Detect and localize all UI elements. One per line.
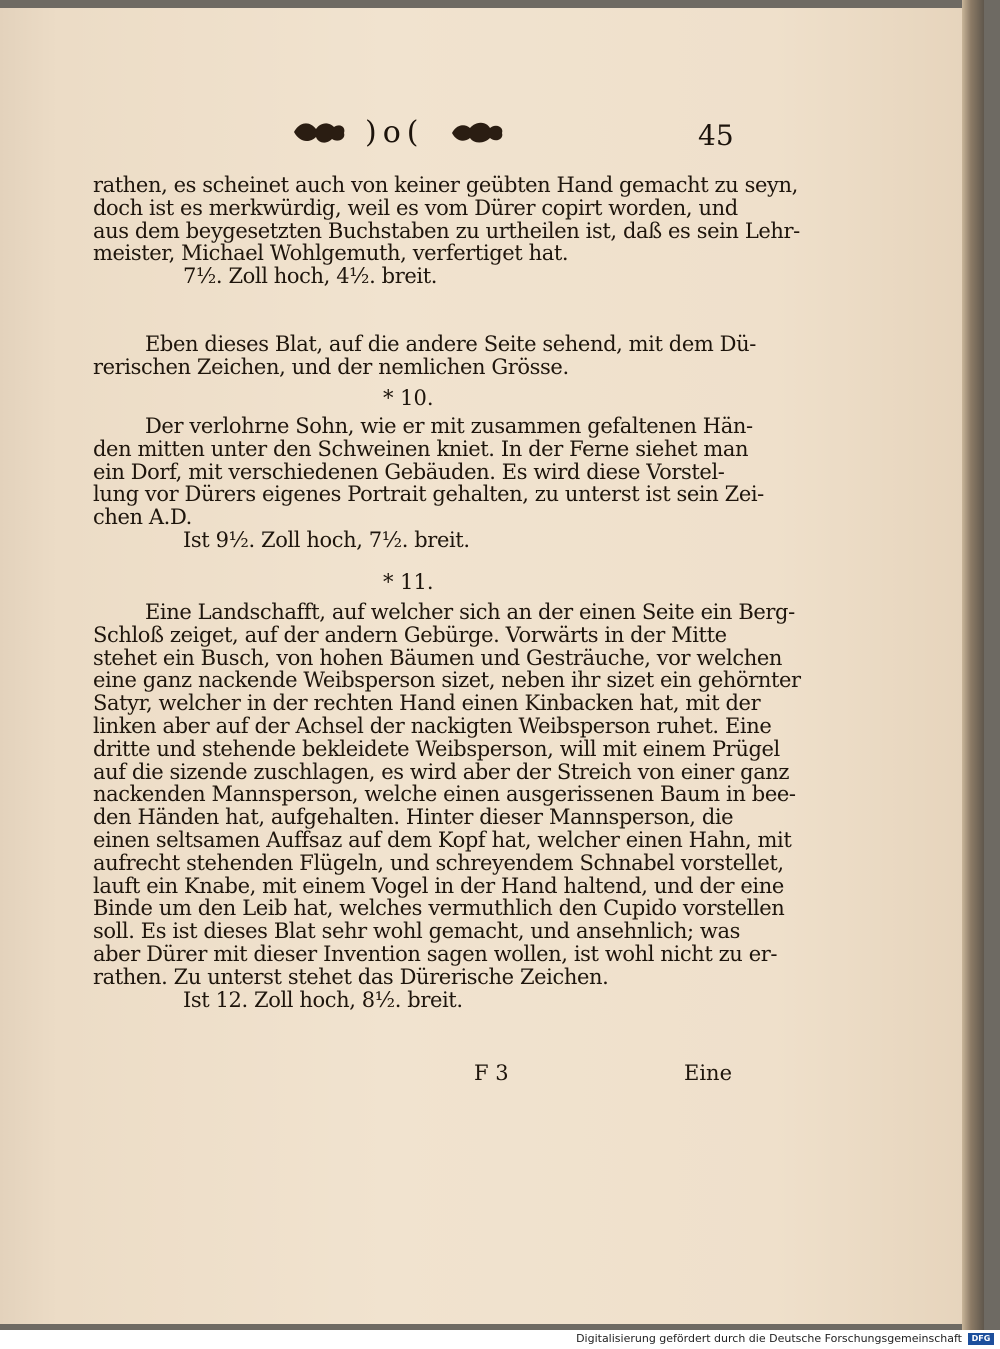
text-line: rathen, es scheinet auch von keiner geübten Hand gemacht zu seyn, [93, 173, 798, 197]
text-line: ein Dorf, mit verschiedenen Gebäuden. Es wird diese Vorstel- [93, 459, 725, 484]
dimension-line: 7½. Zoll hoch, 4½. breit. [183, 264, 438, 289]
text-line: Satyr, welcher in der rechten Hand einen Kinbacken hat, mit der [93, 691, 761, 716]
text-line: meister, Michael Wohlgemuth, verfertiget hat. [93, 241, 569, 266]
section-number-10: * 10. [383, 386, 434, 410]
paragraph-continuation [93, 173, 800, 289]
text-line: den mitten unter den Schweinen kniet. In der Ferne siehet man [93, 436, 749, 461]
right-ornament-icon [448, 117, 506, 147]
text-line: aufrecht stehenden Flügeln, und schreyendem Schnabel vorstellet, [93, 850, 784, 875]
signature-mark: F 3 [474, 1061, 509, 1085]
footer-bar [0, 1330, 1000, 1349]
header-mark: )o( [365, 115, 425, 150]
text-line: stehet ein Busch, von hohen Bäumen und Gesträuche, vor welchen [93, 645, 782, 670]
paragraph-landscape [93, 600, 801, 1012]
catchword: Eine [684, 1061, 732, 1085]
text-line: nackenden Mannsperson, welche einen ausgerissenen Baum in bee- [93, 782, 796, 807]
running-header [290, 115, 734, 155]
funding-credit: Digitalisierung gefördert durch die Deutsche Forschungsgemeinschaft [576, 1332, 962, 1345]
text-line: aus dem beygesetzten Buchstaben zu urtheilen ist, daß es sein Lehr- [93, 218, 800, 243]
text-line: Schloß zeiget, auf der andern Gebürge. Vorwärts in der Mitte [93, 622, 727, 647]
text-line: lung vor Dürers eigenes Portrait gehalten, zu unterst ist sein Zei- [93, 482, 764, 507]
section-number-11: * 11. [383, 570, 434, 594]
text-line: einen seltsamen Auffsaz auf dem Kopf hat, welcher einen Hahn, mit [93, 827, 792, 852]
text-line: aber Dürer mit dieser Invention sagen wollen, ist wohl nicht zu er- [93, 941, 778, 966]
text-line: lauft ein Knabe, mit einem Vogel in der Hand haltend, und der eine [93, 873, 784, 898]
text-line: den Händen hat, aufgehalten. Hinter dieser Mannsperson, die [93, 805, 734, 830]
text-line: rathen. Zu unterst stehet das Dürerische Zeichen. [93, 964, 609, 989]
paragraph-same-sheet [93, 332, 756, 379]
text-line: doch ist es merkwürdig, weil es vom Dürer copirt worden, und [93, 195, 738, 220]
text-line: rerischen Zeichen, und der nemlichen Grösse. [93, 354, 569, 379]
dimension-line: Ist 12. Zoll hoch, 8½. breit. [183, 987, 463, 1012]
text-line: chen A.D. [93, 505, 192, 530]
dimension-line: Ist 9½. Zoll hoch, 7½. breit. [183, 527, 470, 552]
page-number: 45 [698, 119, 734, 152]
text-line: eine ganz nackende Weibsperson sizet, neben ihr sizet ein gehörnter [93, 668, 801, 693]
text-line: linken aber auf der Achsel der nackigten Weibsperson ruhet. Eine [93, 713, 772, 738]
text-line: Der verlohrne Sohn, wie er mit zusammen gefaltenen Hän- [145, 414, 753, 438]
text-line: dritte und stehende bekleidete Weibsperson, will mit einem Prügel [93, 736, 780, 761]
text-line: Binde um den Leib hat, welches vermuthlich den Cupido vorstellen [93, 896, 785, 921]
text-line: Eine Landschafft, auf welcher sich an der einen Seite ein Berg- [145, 600, 795, 624]
paragraph-prodigal-son [93, 414, 764, 552]
text-line: Eben dieses Blat, auf die andere Seite sehend, mit dem Dü- [145, 332, 756, 356]
dfg-logo: DFG [968, 1333, 994, 1345]
text-line: soll. Es ist dieses Blat sehr wohl gemacht, und ansehnlich; was [93, 919, 740, 944]
page-edge [962, 0, 984, 1330]
left-ornament-icon [290, 117, 348, 147]
text-line: auf die sizende zuschlagen, es wird aber der Streich von einer ganz [93, 759, 790, 784]
